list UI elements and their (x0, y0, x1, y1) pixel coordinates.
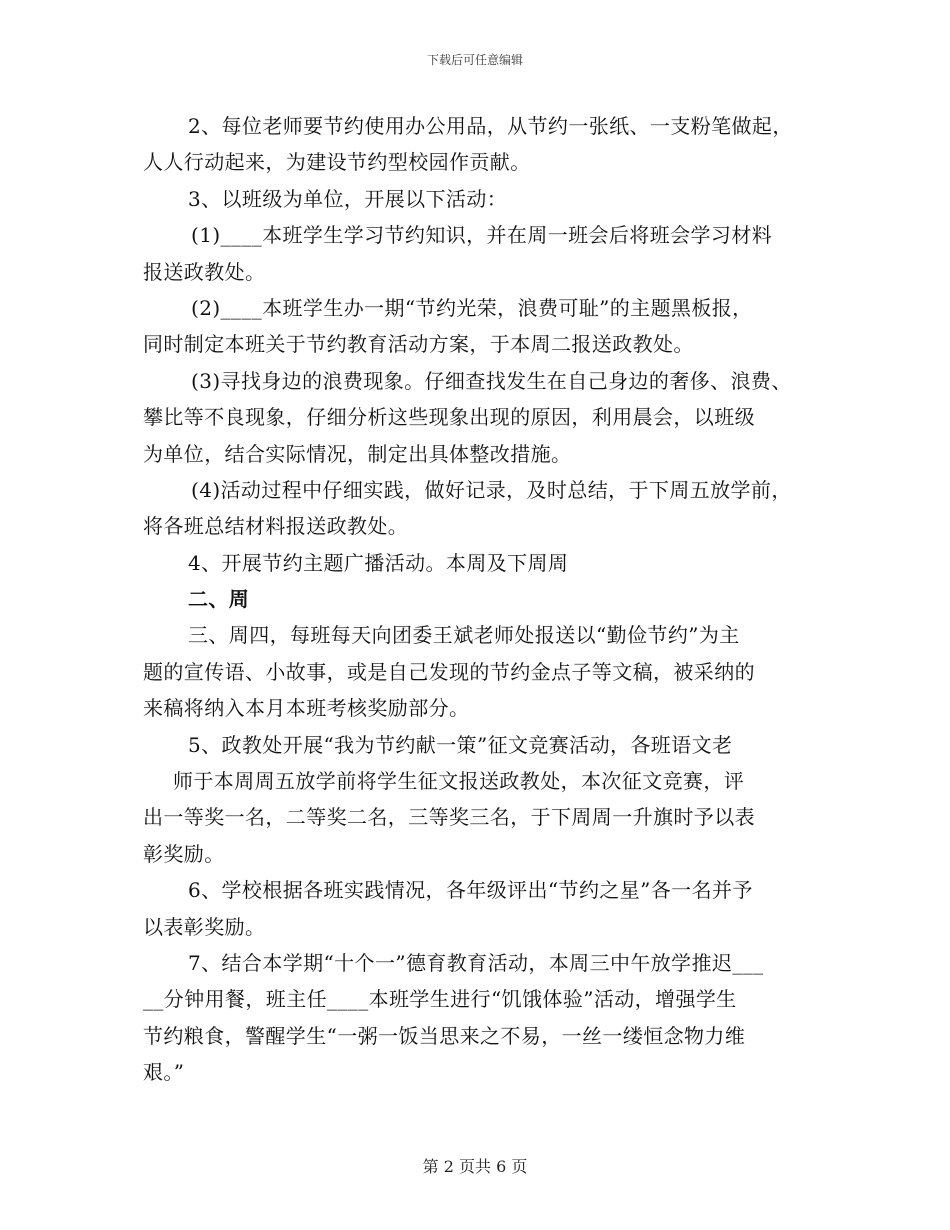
document-body (143, 108, 823, 1091)
page-footer: 第 2 页共 6 页 (422, 1157, 528, 1176)
text-line: 艰。” (143, 1060, 185, 1085)
text-line: (4)活动过程中仔细实践，做好记录，及时总结，于下周五放学前， (191, 477, 792, 502)
text-line: 攀比等不良现象，仔细分析这些现象出现的原因，利用晨会，以班级 (143, 405, 755, 430)
text-line: 将各班总结材料报送政教处。 (143, 514, 409, 539)
text-line: 出一等奖一名，二等奖二名，三等奖三名，于下周周一升旗时予以表 (143, 805, 755, 830)
text-line: 4、开展节约主题广播活动。本周及下周周 (188, 550, 569, 575)
text-line: 7、结合本学期“十个一”德育教育活动，本周三中午放学推迟___ (188, 950, 764, 975)
text-line: 报送政教处。 (143, 259, 266, 284)
text-line: (2)____本班学生办一期“节约光荣，浪费可耻”的主题黑板报， (191, 295, 753, 320)
text-line: 节约粮食，警醒学生“一粥一饭当思来之不易，一丝一缕恒念物力维 (143, 1023, 746, 1048)
text-line: 6、学校根据各班实践情况，各年级评出“节约之星”各一名并予 (188, 878, 753, 903)
text-line: 2、每位老师要节约使用办公用品，从节约一张纸、一支粉笔做起， (188, 114, 793, 138)
text-line: 三、周四，每班每天向团委王斌老师处报送以“勤俭节约”为主 (188, 623, 740, 648)
text-line: 3、以班级为单位，开展以下活动： (188, 186, 508, 211)
text-line: __分钟用餐，班主任____本班学生进行“饥饿体验”活动，增强学生 (143, 987, 737, 1012)
text-line: 同时制定本班关于节约教育活动方案，于本周二报送政教处。 (143, 332, 694, 357)
text-line: 二、周 (188, 587, 250, 612)
text-line: 师于本周周五放学前将学生征文报送政教处，本次征文竞赛，评 (173, 769, 745, 794)
text-line: 人人行动起来，为建设节约型校园作贡献。 (143, 150, 531, 175)
text-line: 题的宣传语、小故事，或是自己发现的节约金点子等文稿，被采纳的 (143, 659, 755, 684)
text-line: 以表彰奖励。 (143, 914, 266, 939)
text-line: (1)____本班学生学习节约知识，并在周一班会后将班会学习材料 (191, 223, 773, 248)
text-line: 为单位，结合实际情况，制定出具体整改措施。 (143, 441, 572, 466)
text-line: (3)寻找身边的浪费现象。仔细查找发生在自己身边的奢侈、浪费、 (191, 368, 792, 393)
page-header: 下载后可任意编辑 (426, 53, 523, 67)
text-line: 彰奖励。 (143, 841, 225, 866)
text-line: 5、政教处开展“我为节约献一策”征文竞赛活动，各班语文老 (188, 732, 733, 757)
text-line: 来稿将纳入本月本班考核奖励部分。 (143, 696, 470, 721)
